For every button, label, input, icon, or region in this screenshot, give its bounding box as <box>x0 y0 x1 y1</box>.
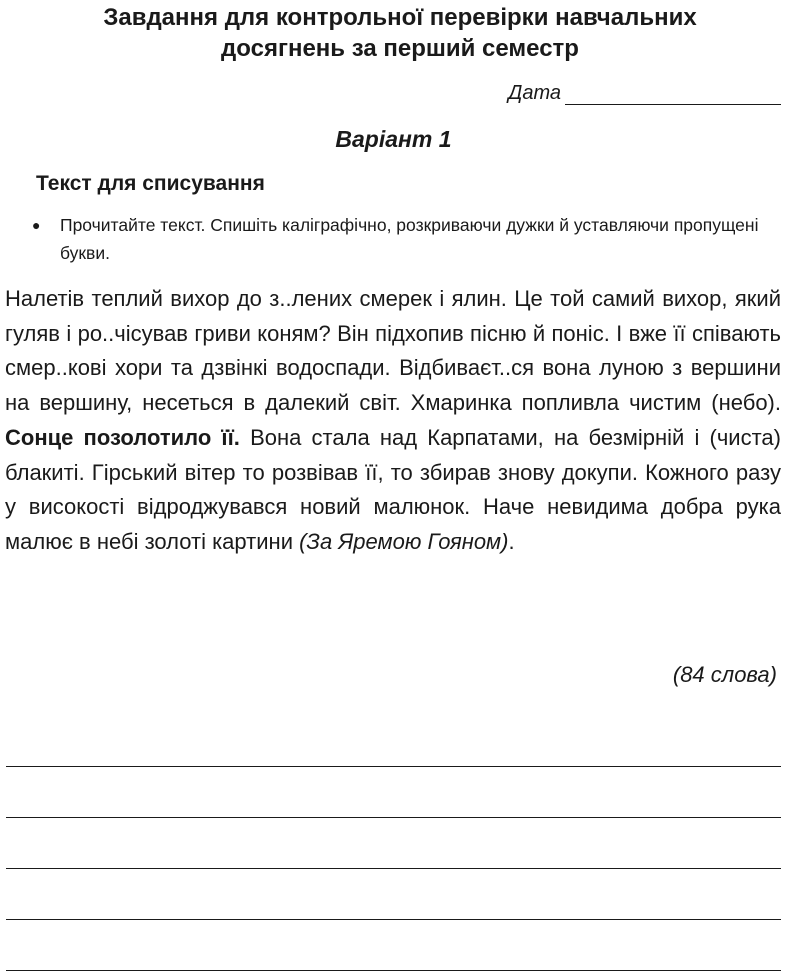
text-end: . <box>508 528 515 554</box>
text-part-2: Вона стала над Карпатами, на безмірній і (чиста) блакиті. Гірський вітер то розвівав її, то збирав знову докупи. Кожного разу у високості відроджувався новий малюнок. Наче невидима добра рука малює в небі золоті картини <box>5 424 781 554</box>
writing-line[interactable] <box>6 818 781 869</box>
text-part-1: Налетів теплий вихор до з..лених смерек і ялин. Це той самий вихор, який гуляв і ро..чісував гриви коням? Він підхопив пісню й поніс. І вже її співають смер..кові хори та дзвінкі водоспади. Відбиваєт..ся вона луною з вершини на вершину, несеться в далекий світ. Хмаринка попливла чистим (небо). <box>5 286 781 416</box>
writing-line[interactable] <box>6 716 781 767</box>
bullet-icon: ● <box>32 217 41 233</box>
date-blank-line[interactable] <box>565 86 781 105</box>
title-line-2: досягнень за перший семестр <box>221 35 579 62</box>
writing-line[interactable] <box>6 920 781 971</box>
section-heading: Текст для списування <box>36 172 265 195</box>
page-title <box>20 2 780 64</box>
instruction-text: Прочитайте текст. Спишіть каліграфічно, розкриваючи дужки й уставляючи пропущені букви. <box>60 215 759 263</box>
writing-line[interactable] <box>6 767 781 818</box>
word-count: (84 слова) <box>672 662 777 687</box>
date-field <box>508 82 781 105</box>
instruction <box>32 211 777 267</box>
writing-line[interactable] <box>6 869 781 920</box>
writing-lines <box>6 716 781 971</box>
title-line-1: Завдання для контрольної перевірки навчальних <box>103 4 697 31</box>
text-bold-sentence: Сонце позолотило її. <box>5 424 240 450</box>
text-source: (За Яремою Гояном) <box>299 528 509 554</box>
variant-heading: Варіант 1 <box>335 126 452 152</box>
date-label: Дата <box>508 82 561 104</box>
dictation-text <box>5 282 781 560</box>
